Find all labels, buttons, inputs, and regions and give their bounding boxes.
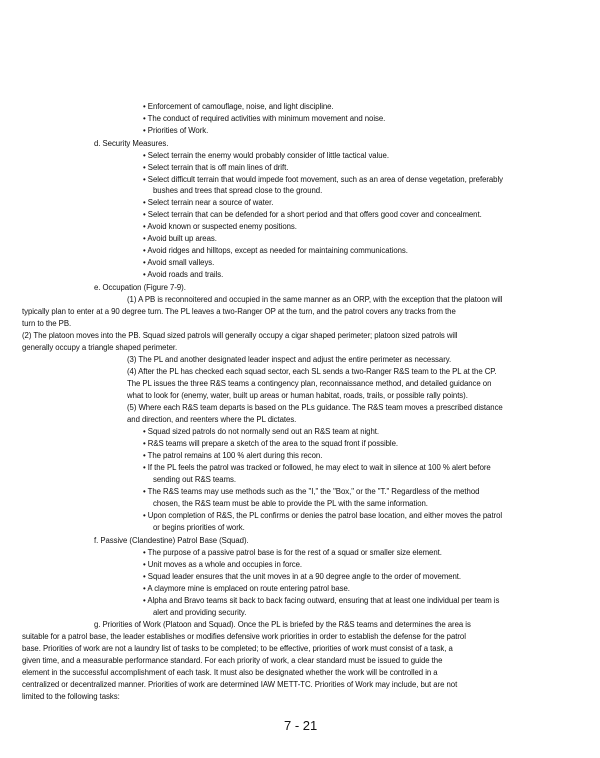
para-1-line-3: turn to the PB. — [22, 319, 72, 328]
para-g-line-4: given time, and a measurable performance standard. For each priority of work, a clear standard must be issued to guide the — [22, 656, 443, 665]
bullet-little-value: • Select terrain the enemy would probably consider of little tactical value. — [143, 151, 389, 160]
bullet-unit-moves: • Unit moves as a whole and occupies in force. — [143, 560, 303, 569]
bullet-built-up: • Avoid built up areas. — [143, 234, 217, 243]
bullet-defended: • Select terrain that can be defended for a short period and that offers good cover and concealment. — [143, 210, 482, 219]
bullet-completion: • Upon completion of R&S, the PL confirms or denies the patrol base location, and either moves the patrol — [143, 511, 503, 520]
para-4-line-2: The PL issues the three R&S teams a contingency plan, reconnaissance method, and detailed guidance on — [127, 379, 492, 388]
bullet-priorities: • Priorities of Work. — [143, 126, 209, 135]
bullet-alpha-bravo-cont: alert and providing security. — [153, 608, 247, 617]
bullet-methods-cont: chosen, the R&S team must be able to provide the PL with the same information. — [153, 499, 428, 508]
para-g-line-7: limited to the following tasks: — [22, 692, 120, 701]
bullet-methods: • The R&S teams may use methods such as the "I," the "Box," or the "T." Regardless of the method — [143, 487, 480, 496]
para-g-line-2: suitable for a patrol base, the leader establishes or modifies defensive work priorities in order to establish the defense for the patrol — [22, 632, 466, 641]
para-2-line-2: generally occupy a triangle shaped perimeter. — [22, 343, 178, 352]
bullet-camouflage: • Enforcement of camouflage, noise, and light discipline. — [143, 102, 334, 111]
bullet-roads: • Avoid roads and trails. — [143, 270, 224, 279]
para-2-line-1: (2) The platoon moves into the PB. Squad sized patrols will generally occupy a cigar shaped perimeter; platoon sized patrols will — [22, 331, 458, 340]
bullet-squad-leader: • Squad leader ensures that the unit moves in at a 90 degree angle to the order of movement. — [143, 572, 462, 581]
bullet-alpha-bravo: • Alpha and Bravo teams sit back to back facing outward, ensuring that at least one individual per team is — [143, 596, 500, 605]
para-5-line-1: (5) Where each R&S team departs is based on the PLs guidance. The R&S team moves a prescribed distance — [127, 403, 503, 412]
bullet-tracked-cont: sending out R&S teams. — [153, 475, 236, 484]
bullet-conduct: • The conduct of required activities with minimum movement and noise. — [143, 114, 386, 123]
bullet-lines-of-drift: • Select terrain that is off main lines of drift. — [143, 163, 289, 172]
para-5-line-2: and direction, and reenters where the PL dictates. — [127, 415, 297, 424]
bullet-difficult-terrain-cont: bushes and trees that spread close to the ground. — [153, 186, 323, 195]
para-4-line-1: (4) After the PL has checked each squad sector, each SL sends a two-Ranger R&S team to the PL at the CP. — [127, 367, 497, 376]
bullet-water: • Select terrain near a source of water. — [143, 198, 274, 207]
para-g-line-3: base. Priorities of work are not a laundry list of tasks to be completed; to be effective, priorities of work must consist of a task, a — [22, 644, 453, 653]
bullet-completion-cont: or begins priorities of work. — [153, 523, 245, 532]
bullet-ridges: • Avoid ridges and hilltops, except as needed for maintaining communications. — [143, 246, 408, 255]
bullet-difficult-terrain: • Select difficult terrain that would impede foot movement, such as an area of dense vegetation, preferably — [143, 175, 504, 184]
heading-passive-patrol-base: f. Passive (Clandestine) Patrol Base (Squad). — [94, 536, 249, 545]
heading-occupation: e. Occupation (Figure 7-9). — [94, 283, 186, 292]
heading-security-measures: d. Security Measures. — [94, 139, 169, 148]
bullet-tracked: • If the PL feels the patrol was tracked or followed, he may elect to wait in silence at 100 % alert before — [143, 463, 491, 472]
page-number: 7 - 21 — [284, 718, 318, 733]
bullet-purpose: • The purpose of a passive patrol base is for the rest of a squad or smaller size element. — [143, 548, 442, 557]
bullet-enemy-positions: • Avoid known or suspected enemy positions. — [143, 222, 297, 231]
para-1-line-2: typically plan to enter at a 90 degree turn. The PL leaves a two-Ranger OP at the turn, and the patrol covers any tracks from the — [22, 307, 456, 316]
para-3: (3) The PL and another designated leader inspect and adjust the entire perimeter as necessary. — [127, 355, 452, 364]
bullet-squad-night: • Squad sized patrols do not normally send out an R&S team at night. — [143, 427, 379, 436]
bullet-alert: • The patrol remains at 100 % alert during this recon. — [143, 451, 323, 460]
para-g-line-1: g. Priorities of Work (Platoon and Squad). Once the PL is briefed by the R&S teams and determines the area is — [94, 620, 471, 629]
para-4-line-3: what to look for (enemy, water, built up areas or human habitat, roads, trails, or possible rally points). — [127, 391, 468, 400]
para-1-line-1: (1) A PB is reconnoitered and occupied in the same manner as an ORP, with the exception that the platoon will — [127, 295, 503, 304]
bullet-sketch: • R&S teams will prepare a sketch of the area to the squad front if possible. — [143, 439, 399, 448]
bullet-valleys: • Avoid small valleys. — [143, 258, 215, 267]
para-g-line-6: centralized or decentralized manner. Priorities of work are determined IAW METT-TC. Priorities of Work may include, but are not — [22, 680, 458, 689]
para-g-line-5: element in the successful accomplishment of each task. It must also be designated whether the work will be controlled in a — [22, 668, 438, 677]
bullet-claymore: • A claymore mine is emplaced on route entering patrol base. — [143, 584, 350, 593]
